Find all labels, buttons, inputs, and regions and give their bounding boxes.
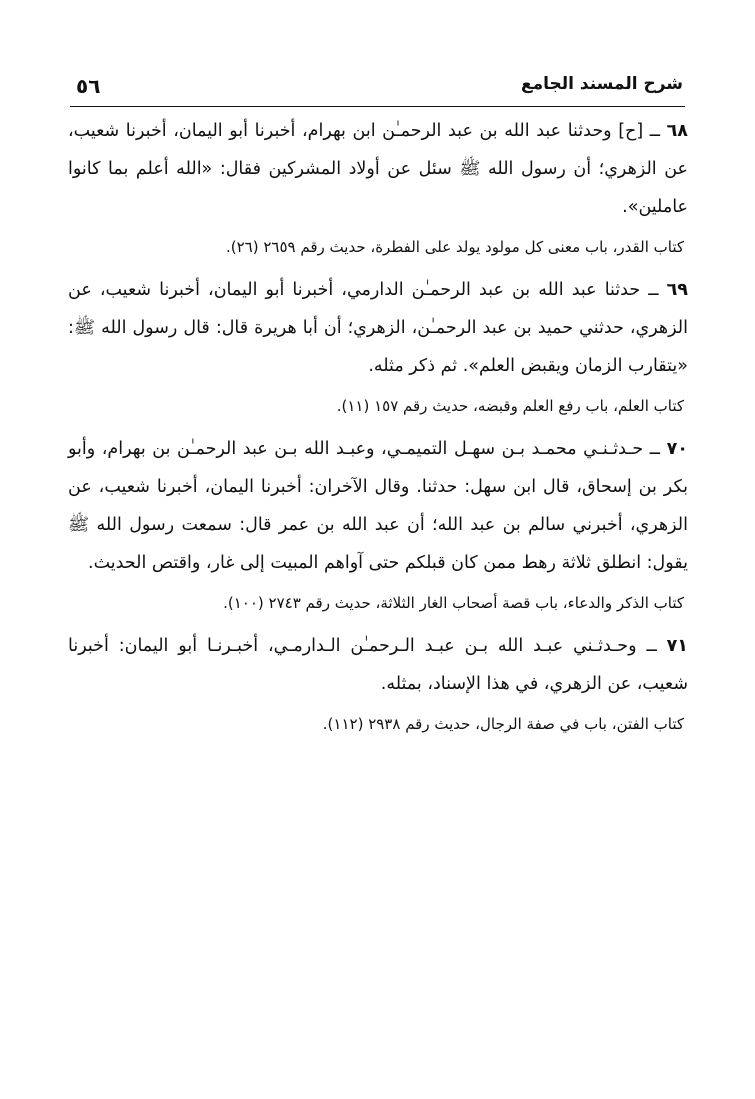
hadith-number: ٧٠ (666, 439, 688, 459)
hadith-reference: كتاب العلم، باب رفع العلم وقبضه، حديث رقم ١٥٧ (١١). (336, 397, 684, 415)
hadith-reference: كتاب الفتن، باب في صفة الرجال، حديث رقم ٢٩٣٨ (١١٢). (322, 715, 684, 733)
hadith-number: ٦٩ (666, 280, 688, 300)
page-number: ٥٦ (76, 74, 101, 98)
hadith-number: ٧١ (666, 636, 688, 656)
hadith-entry-69 (68, 271, 688, 385)
page-header (70, 74, 685, 107)
hadith-entry-68 (68, 112, 688, 226)
page-content (68, 112, 688, 748)
hadith-reference: كتاب الذكر والدعاء، باب قصة أصحاب الغار الثلاثة، حديث رقم ٢٧٤٣ (١٠٠). (223, 594, 684, 612)
hadith-text: ــ [ح] وحدثنا عبد الله بن عبد الرحمـٰن ابن بهرام، أخبرنا أبو اليمان، أخبرنا شعيب، عن الزهري؛ أن رسول الله ﷺ سئل عن أولاد المشركين فقال: «الله أعلم بما كانوا عاملين». (68, 121, 688, 217)
hadith-entry-71 (68, 627, 688, 703)
hadith-number: ٦٨ (666, 121, 688, 141)
hadith-entry-70 (68, 430, 688, 582)
hadith-text: ــ وحـدثـني عبـد الله بـن عبـد الـرحمـٰن الـدارمـي، أخبـرنـا أبو اليمان: أخبرنا شعيب، عن الزهري، في هذا الإسناد، بمثله. (68, 636, 688, 694)
book-title: شرح المسند الجامع (520, 74, 683, 94)
hadith-text: ــ حدثنا عبد الله بن عبد الرحمـٰن الدارمي، أخبرنا أبو اليمان، أخبرنا شعيب، عن الزهري، حدثني حميد بن عبد الرحمـٰن، الزهري؛ أن أبا هريرة قال: قال رسول الله ﷺ: «يتقارب الزمان ويقبض العلم». ثم ذكر مثله. (68, 280, 688, 376)
hadith-reference: كتاب القدر، باب معنى كل مولود يولد على الفطرة، حديث رقم ٢٦٥٩ (٢٦). (226, 238, 684, 256)
hadith-text: ــ حـدثـنـي محمـد بـن سهـل التميمـي، وعبـد الله بـن عبد الرحمـٰن بن بهرام، وأبو بكر بن إسحاق، قال ابن سهل: حدثنا. وقال الآخران: أخبرنا اليمان، أخبرنا شعيب، عن الزهري، أخبرني سالم بن عبد الله؛ أن عبد الله بن عمر قال: سمعت رسول الله ﷺ يقول: انطلق ثلاثة رهط ممن كان قبلكم حتى آواهم المبيت إلى غار، واقتص الحديث. (68, 439, 688, 573)
